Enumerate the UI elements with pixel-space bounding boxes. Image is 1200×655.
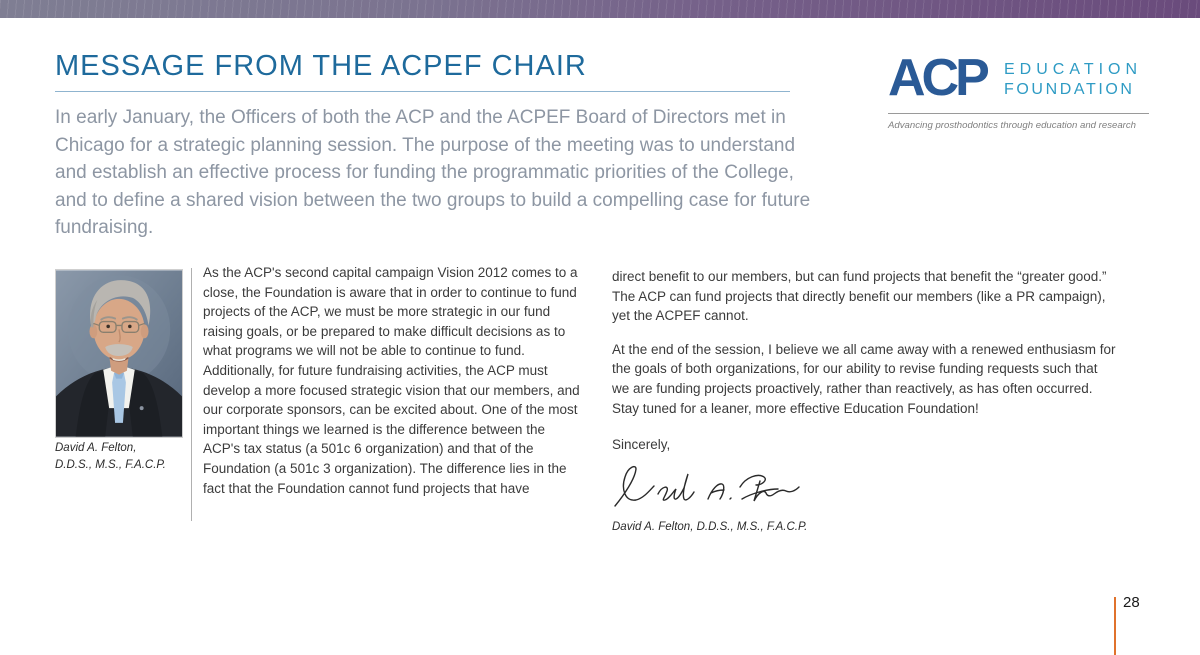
column-divider-rule (191, 268, 192, 521)
body-column-1: As the ACP's second capital campaign Vision 2012 comes to a close, the Foundation is aware that in order to continue to fund projects of the ACP, we must be more strategic in our fund raising goals, or be prepared to make difficult decisions as to what programs we will not be able to continue to fund. Additionally, for future fundraising activities, the ACP must develop a more focused strategic vision that our members, and our corporate sponsors, can be excited about. One of the most important things we learned is the difference between the ACP's tax status (a 501c 6 organization) and that of the Foundation (a 501c 3 organization). The difference lies in the fact that the Foundation cannot fund projects that have (203, 265, 580, 496)
page-number: 28 (1123, 594, 1140, 611)
logo-tagline: Advancing prosthodontics through education and research (888, 120, 1137, 131)
page-title: MESSAGE FROM THE ACPEF CHAIR (55, 50, 587, 82)
portrait-image (56, 270, 182, 437)
logo-org-line2: FOUNDATION (1004, 81, 1135, 98)
chair-portrait-photo (55, 269, 183, 438)
body-column-2 (612, 267, 1117, 551)
acp-logo-acronym: ACP (888, 49, 986, 107)
title-underline (55, 91, 790, 92)
photo-caption-name: David A. Felton, (55, 442, 137, 454)
top-banner (0, 0, 1200, 18)
logo-divider-rule (888, 113, 1149, 114)
closing-line: Sincerely, (612, 437, 671, 453)
body-paragraph-2: At the end of the session, I believe we all came away with a renewed enthusiasm for the goals of both organizations, for our ability to revise funding requests such that we are funding projects proactively, rather than reactively, as has often occurred. Stay tuned for a leaner, more effective Education Foundation! (612, 341, 1116, 416)
body-paragraph-1: direct benefit to our members, but can fund projects that benefit the “greater good.” The ACP can fund projects that directly benefit our members (like a PR campaign), yet the ACPEF cannot. (612, 269, 1107, 324)
intro-paragraph: In early January, the Officers of both the ACP and the ACPEF Board of Directors met in Chicago for a strategic planning session. The purpose of the meeting was to understand and establish an effective process for funding the programmatic priorities of the College, and to define a shared vision between the two groups to build a compelling case for future fundraising. (55, 107, 811, 238)
photo-caption (55, 440, 195, 474)
photo-caption-credentials: D.D.S., M.S., F.A.C.P. (55, 459, 166, 471)
logo-org-line1: EDUCATION (1004, 61, 1143, 78)
acp-logo-org-name (1004, 60, 1142, 100)
page-number-accent-rule (1114, 597, 1116, 655)
handwritten-signature (612, 461, 802, 516)
signature-name-line: David A. Felton, D.D.S., M.S., F.A.C.P. (612, 520, 808, 533)
